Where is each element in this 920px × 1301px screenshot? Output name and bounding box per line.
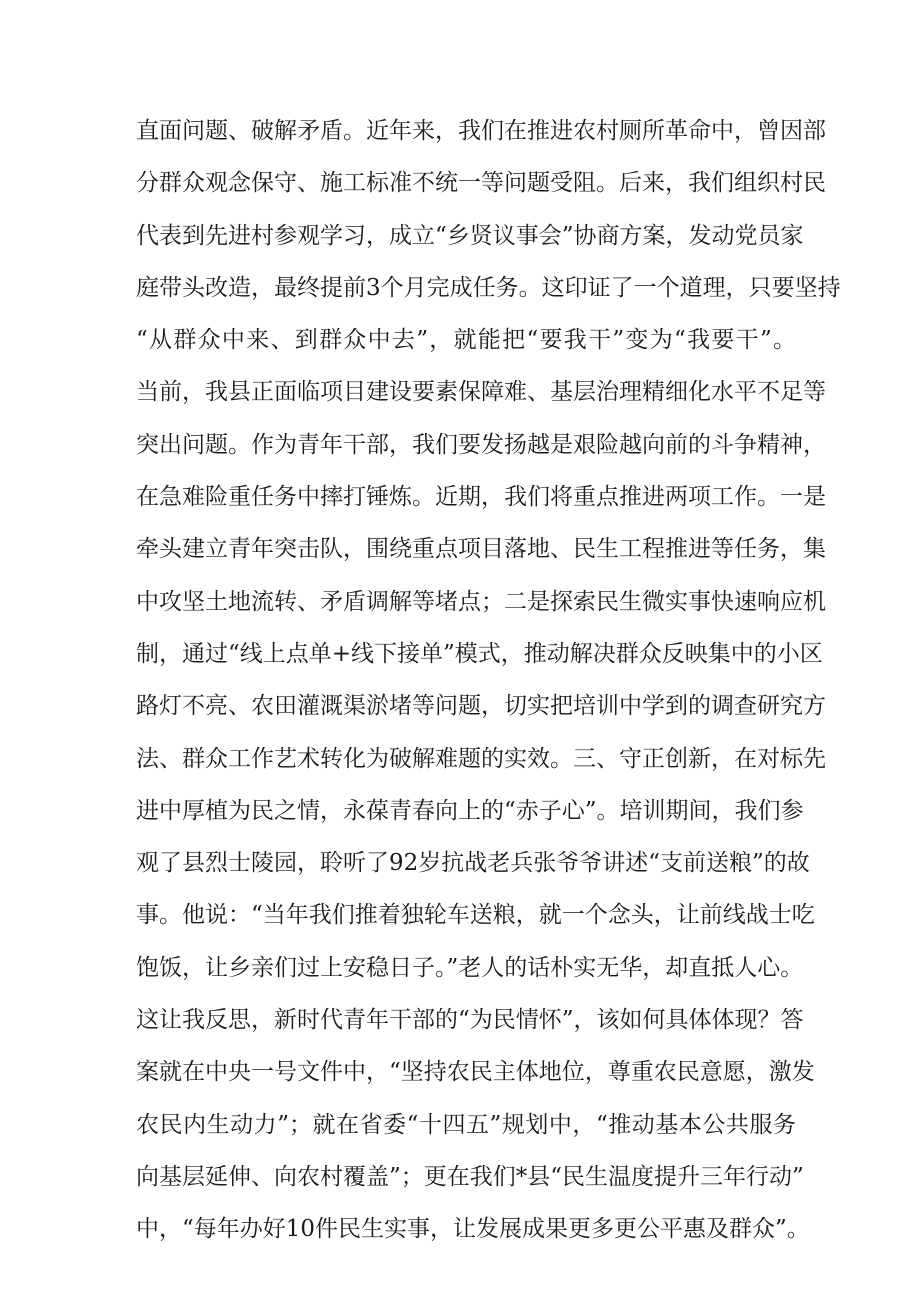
text-line: 中攻坚土地流转、矛盾调解等堵点；二是探索民生微实事快速响应机 <box>136 588 826 615</box>
text-line: 突出问题。作为青年干部，我们要发扬越是艰险越向前的斗争精神， <box>136 431 826 458</box>
body-text <box>136 105 841 1256</box>
text-line: 这让我反思，新时代青年干部的“为民情怀”，该如何具体体现？答 <box>136 1007 804 1034</box>
text-line: 案就在中央一号文件中，“坚持农民主体地位，尊重农民意愿，激发 <box>136 1059 815 1086</box>
text-line: 法、群众工作艺术转化为破解难题的实效。三、守正创新，在对标先 <box>136 745 826 772</box>
text-line: 事。他说：“当年我们推着独轮车送粮，就一个念头，让前线战士吃 <box>136 902 815 929</box>
text-line: 制，通过“线上点单+线下接单”模式，推动解决群众反映集中的小区 <box>136 640 823 667</box>
text-line: 庭带头改造，最终提前3个月完成任务。这印证了一个道理，只要坚持 <box>136 274 841 301</box>
text-line: 分群众观念保守、施工标准不统一等问题受阻。后来，我们组织村民 <box>136 170 826 197</box>
text-line: 路灯不亮、农田灌溉渠淤堵等问题，切实把培训中学到的调查研究方 <box>136 693 826 720</box>
text-line: 代表到先进村参观学习，成立“乡贤议事会”协商方案，发动党员家 <box>136 222 804 249</box>
text-line: 向基层延伸、向农村覆盖”；更在我们*县“民生温度提升三年行动” <box>136 1163 804 1190</box>
text-line: 在急难险重任务中摔打锤炼。近期，我们将重点推进两项工作。一是 <box>136 484 826 511</box>
text-line: 进中厚植为民之情，永葆青春向上的“赤子心”。培训期间，我们参 <box>136 797 804 824</box>
text-line: 农民内生动力”；就在省委“十四五”规划中，“推动基本公共服务 <box>136 1111 796 1138</box>
text-line: 当前，我县正面临项目建设要素保障难、基层治理精细化水平不足等 <box>136 379 826 406</box>
text-line: 饱饭，让乡亲们过上安稳日子。”老人的话朴实无华，却直抵人心。 <box>136 954 804 981</box>
text-line: 牵头建立青年突击队，围绕重点项目落地、民生工程推进等任务，集 <box>136 536 826 563</box>
text-line: 直面问题、破解矛盾。近年来，我们在推进农村厕所革命中，曾因部 <box>136 118 826 144</box>
text-line: 观了县烈士陵园，聆听了92岁抗战老兵张爷爷讲述“支前送粮”的故 <box>136 850 810 877</box>
text-line: “从群众中来、到群众中去”，就能把“要我干”变为“我要干”。 <box>136 327 796 354</box>
text-line: 中，“每年办好10件民生实事，让发展成果更多更公平惠及群众”。 <box>136 1216 810 1243</box>
